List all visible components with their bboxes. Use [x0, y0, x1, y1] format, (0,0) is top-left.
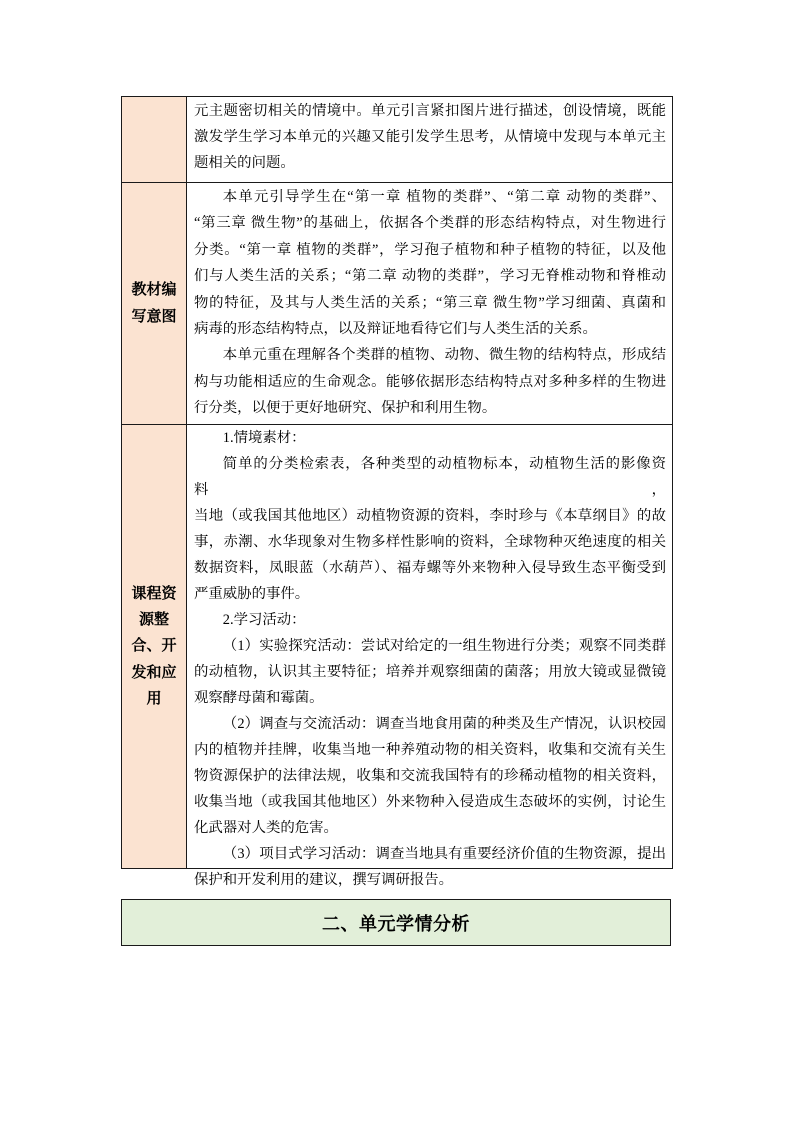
text-line: 激发学生学习本单元的兴趣又能引发学生思考，从情境中发现与本单元主: [194, 129, 666, 146]
table-row: [122, 425, 673, 888]
paragraph: [194, 98, 666, 176]
row-heading-cell: [122, 183, 187, 425]
paragraph: [194, 451, 666, 607]
content-table: [121, 96, 673, 888]
section-heading: 二、单元学情分析: [322, 913, 470, 934]
paragraph: [194, 711, 666, 841]
row-heading-cell: [122, 97, 187, 183]
text-line: 收集当地（或我国其他地区）外来物种入侵造成生态破坏的实例，讨论生: [194, 794, 666, 810]
text-line: 本单元重在理解各个类群的植物、动物、微生物的结构特点，形成结: [222, 347, 666, 364]
row-heading-line: 发和应: [131, 664, 177, 681]
row-heading-line: 课程资: [131, 585, 177, 602]
text-line: 构与功能相适应的生命观念。能够依据形态结构特点对多种多样的生物进: [194, 373, 666, 390]
text-line: 物资源保护的法律法规，收集和交流我国特有的珍稀动植物的相关资料，: [194, 768, 666, 784]
text-line: 1.情境素材：: [222, 430, 306, 446]
text-line: 们与人类生活的关系；“第二章 动物的类群”，学习无脊椎动物和脊椎动: [194, 268, 666, 285]
row-heading-line: 写意图: [131, 308, 177, 325]
table-row: [122, 183, 673, 425]
text-line: （3）项目式学习活动：调查当地具有重要经济价值的生物资源，提出: [222, 846, 666, 862]
row-heading-line: 合、开: [131, 638, 177, 655]
text-line: 内的植物并挂牌，收集当地一种养殖动物的相关资料，收集和交流有关生: [194, 742, 666, 758]
text-line: 事，赤潮、水华现象对生物多样性影响的资料，全球物种灭绝速度的相关: [194, 534, 666, 550]
text-line: 保护和开发利用的建议，撰写调研报告。: [194, 872, 454, 888]
text-line: （2）调查与交流活动：调查当地食用菌的种类及生产情况，认识校园: [222, 716, 666, 732]
text-line: （1）实验探究活动：尝试对给定的一组生物进行分类；观察不同类群: [222, 638, 666, 654]
paragraph: [194, 841, 666, 893]
text-line: 病毒的形态结构特点，以及辩证地看待它们与人类生活的关系。: [194, 321, 597, 338]
text-line: 分类。“第一章 植物的类群”，学习孢子植物和种子植物的特征，以及他: [194, 241, 666, 258]
text-line: 的动植物，认识其主要特征；培养并观察细菌的菌落；用放大镜或显微镜: [194, 664, 666, 680]
text-line: 观察酵母菌和霉菌。: [194, 690, 324, 706]
text-line: 简单的分类检索表，各种类型的动植物标本，动植物生活的影像资料，: [194, 456, 666, 498]
text-line: 数据资料，凤眼蓝（水葫芦）、福寿螺等外来物种入侵导致生态平衡受到: [194, 560, 666, 576]
text-line: “第三章 微生物”的基础上，依据各个类群的形态结构特点，对生物进行: [194, 215, 666, 232]
row-heading-line: 源整: [138, 612, 169, 629]
row-heading-line: 教材编: [131, 282, 177, 299]
paragraph: [194, 342, 666, 421]
section-heading-box: [121, 899, 671, 946]
text-line: 元主题密切相关的情境中。单元引言紧扣图片进行描述，创设情境，既能: [194, 103, 666, 119]
row-content-cell: [187, 97, 673, 183]
paragraph: [194, 425, 666, 451]
text-line: 行分类，以便于更好地研究、保护和利用生物。: [194, 400, 497, 417]
row-heading-line: 用: [146, 690, 162, 707]
text-line: 化武器对人类的危害。: [194, 820, 338, 836]
text-line: 当地（或我国其他地区）动植物资源的资料，李时珍与《本草纲目》的故: [194, 508, 666, 524]
row-content-cell: [187, 425, 673, 888]
paragraph: [194, 633, 666, 711]
text-line: 题相关的问题。: [194, 155, 295, 172]
text-line: 物的特征，及其与人类生活的关系；“第三章 微生物”学习细菌、真菌和: [194, 294, 666, 311]
text-line: 2.学习活动：: [222, 612, 306, 628]
paragraph: [194, 184, 666, 342]
row-heading-cell: [122, 425, 187, 869]
table-row: [122, 97, 673, 183]
text-line: 严重威胁的事件。: [194, 586, 310, 602]
paragraph: [194, 607, 666, 633]
text-line: 本单元引导学生在“第一章 植物的类群”、“第二章 动物的类群”、: [222, 189, 666, 205]
row-content-cell: [187, 183, 673, 425]
